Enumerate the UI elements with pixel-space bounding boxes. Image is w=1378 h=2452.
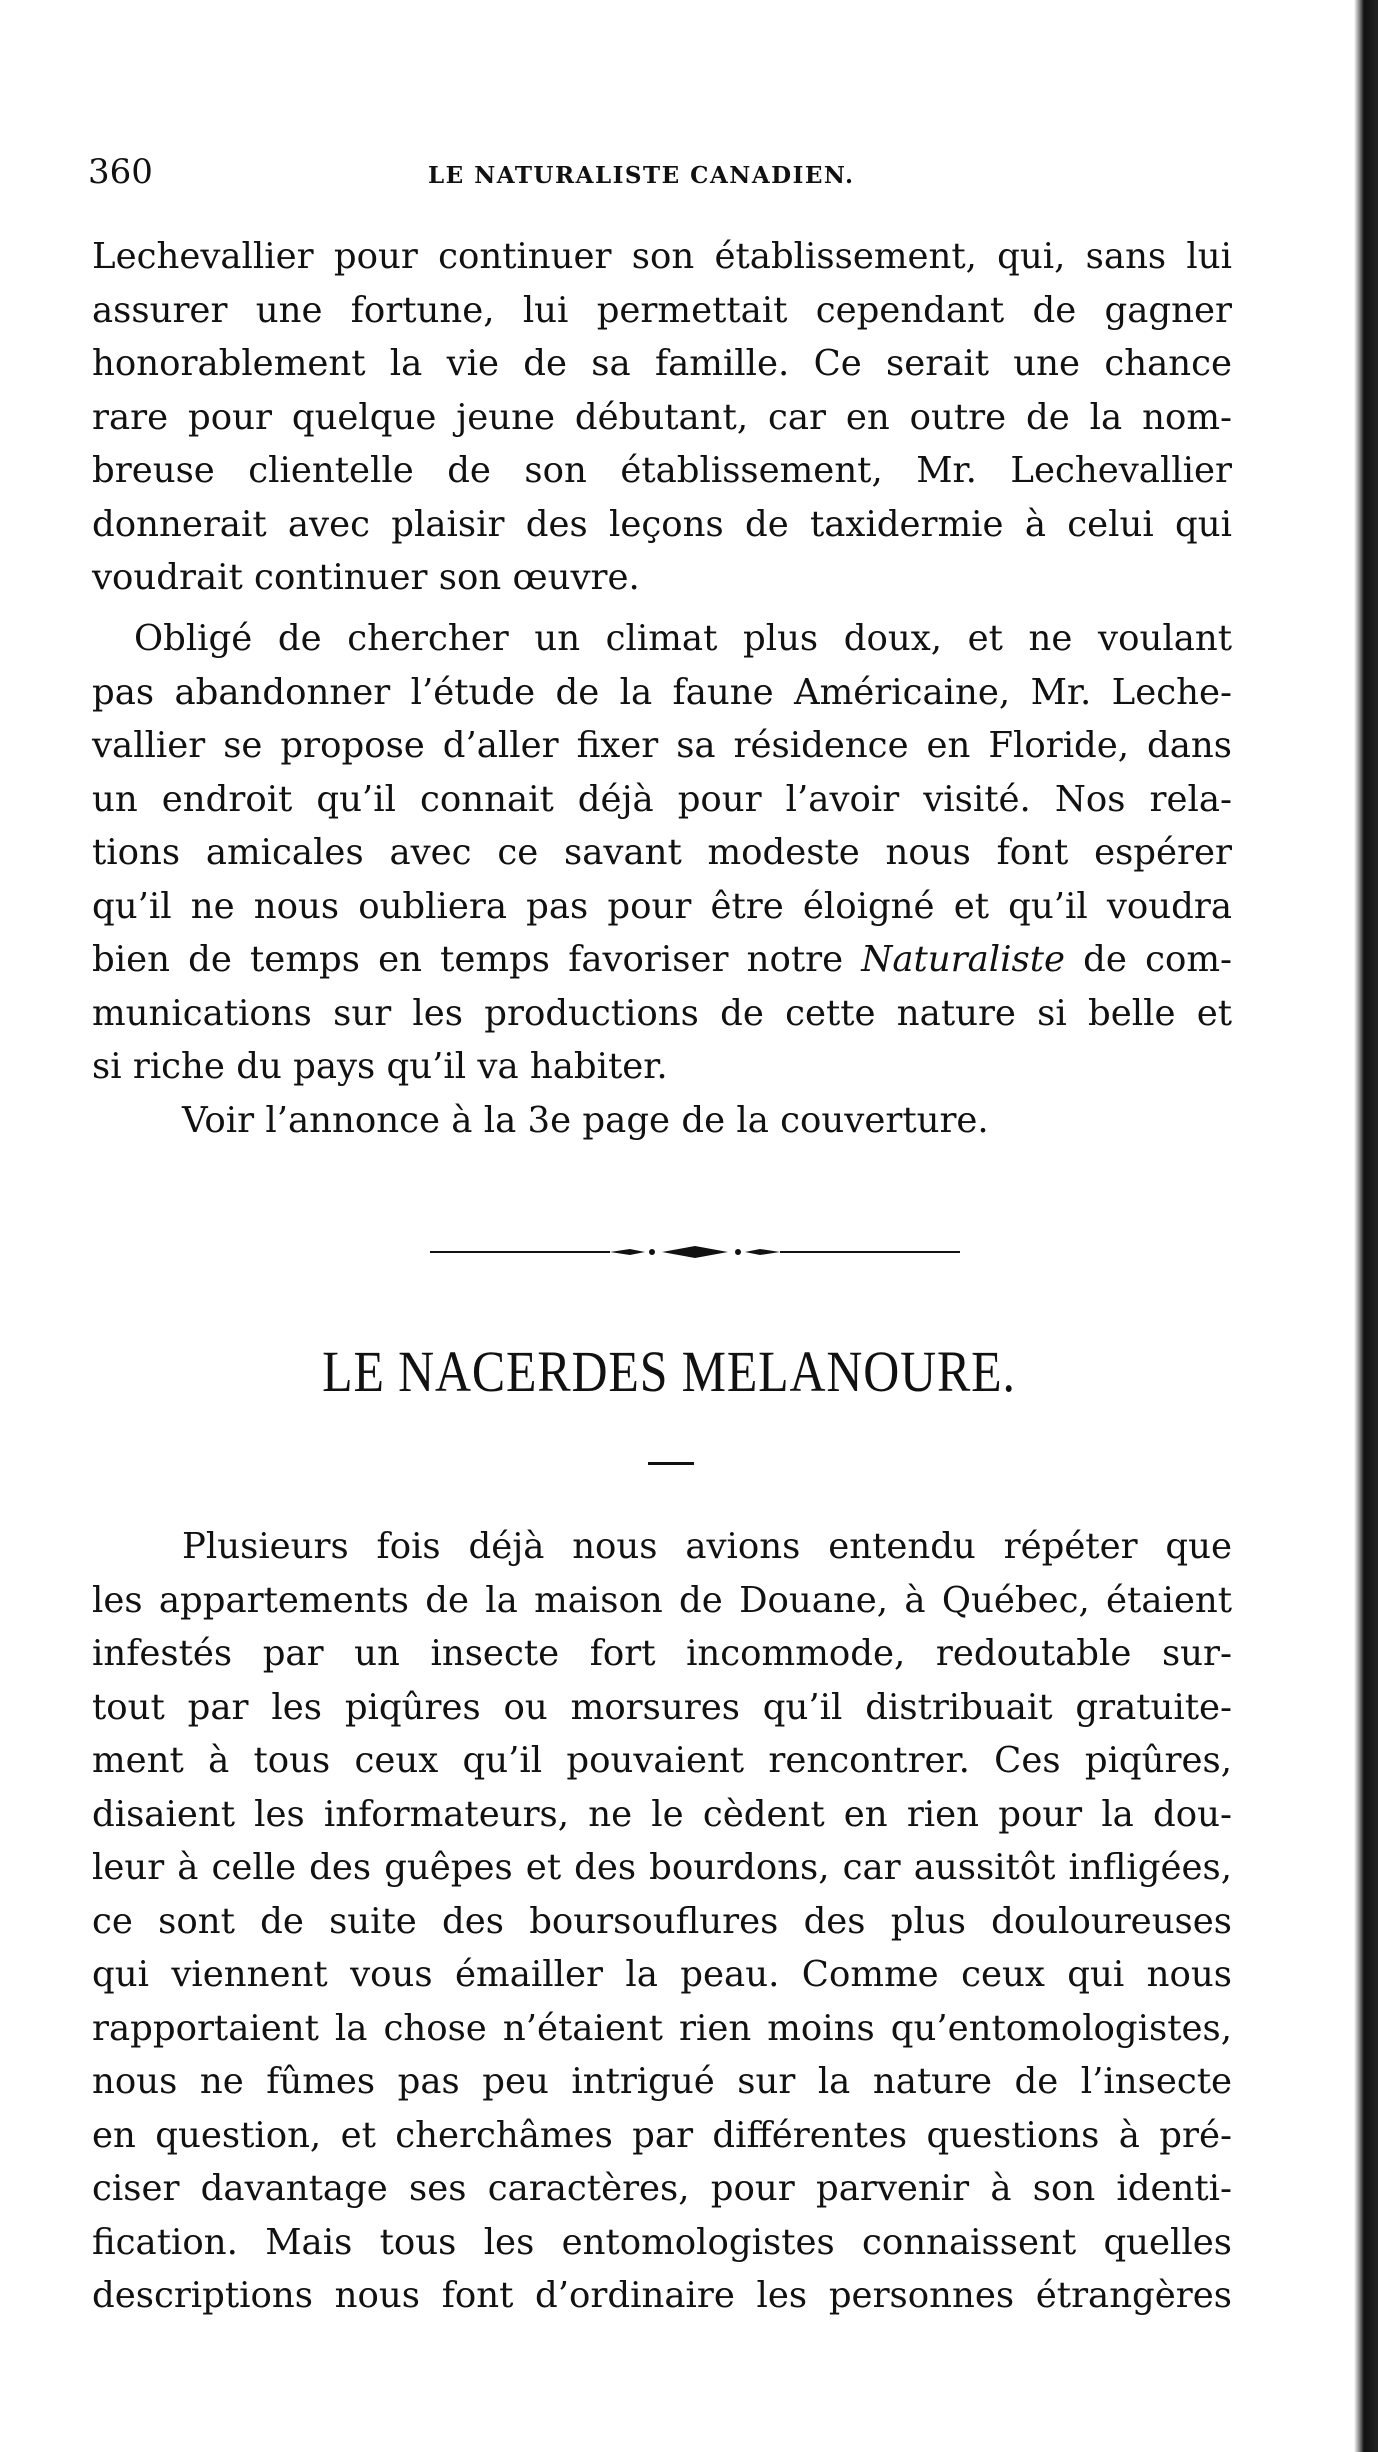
text-line: ce sont de suite des boursouflures des plus douloureuses bbox=[92, 1900, 1232, 1942]
page-header bbox=[88, 152, 1208, 202]
text-line-with-italic bbox=[92, 933, 1232, 987]
text-line: disaient les informateurs, ne le cèdent en rien pour la dou- bbox=[92, 1793, 1232, 1835]
text-line: breuse clientelle de son établissement, Mr. Lechevallier bbox=[92, 450, 1232, 491]
text-line: qui viennent vous émailler la peau. Comme ceux qui nous bbox=[92, 1954, 1232, 1995]
text-line: assurer une fortune, lui permettait cependant de gagner bbox=[92, 289, 1232, 331]
text-line: pas abandonner l’étude de la faune Américaine, Mr. Leche- bbox=[92, 671, 1232, 713]
paragraph-2 bbox=[92, 612, 1232, 1094]
text-line: Obligé de chercher un climat plus doux, et ne voulant bbox=[134, 618, 1232, 659]
page-edge-shadow bbox=[1354, 0, 1378, 2452]
paragraph-3 bbox=[92, 1520, 1232, 2323]
text-line: honorablement la vie de sa famille. Ce serait une chance bbox=[92, 343, 1232, 384]
text-line: ment à tous ceux qu’il pouvaient rencontrer. Ces piqûres, bbox=[92, 1740, 1232, 1781]
text-line: qu’il ne nous oubliera pas pour être éloigné et qu’il voudra bbox=[92, 885, 1232, 927]
text-line: rapportaient la chose n’étaient rien moins qu’entomologistes, bbox=[92, 2007, 1232, 2049]
text-line: infestés par un insecte fort incommode, redoutable sur- bbox=[92, 1633, 1232, 1674]
text-line: un endroit qu’il connait déjà pour l’avoir visité. Nos rela- bbox=[92, 778, 1232, 820]
announcement-note: Voir l’annonce à la 3e page de la couverture. bbox=[182, 1100, 989, 1141]
text-line: fication. Mais tous les entomologistes connaissent quelles bbox=[92, 2221, 1232, 2263]
text-line: Plusieurs fois déjà nous avions entendu répéter que bbox=[182, 1526, 1232, 1567]
text-line: ciser davantage ses caractères, pour parvenir à son identi- bbox=[92, 2168, 1232, 2209]
ornamental-rule bbox=[430, 1240, 960, 1264]
text-line: vallier se propose d’aller fixer sa résidence en Floride, dans bbox=[92, 725, 1232, 766]
paragraph-1 bbox=[92, 230, 1232, 605]
text-line: Lechevallier pour continuer son établissement, qui, sans lui bbox=[92, 236, 1232, 277]
text-segment: de com- bbox=[1065, 939, 1232, 980]
text-line: voudrait continuer son œuvre. bbox=[92, 557, 640, 598]
text-line: leur à celle des guêpes et des bourdons, car aussitôt infligées, bbox=[92, 1847, 1232, 1888]
text-line: tout par les piqûres ou morsures qu’il distribuait gratuite- bbox=[92, 1686, 1232, 1728]
text-line: tions amicales avec ce savant modeste nous font espérer bbox=[92, 832, 1232, 873]
text-line: les appartements de la maison de Douane, à Québec, étaient bbox=[92, 1579, 1232, 1621]
running-head: LE NATURALISTE CANADIEN. bbox=[428, 162, 855, 189]
page-number: 360 bbox=[88, 152, 153, 192]
text-line: donnerait avec plaisir des leçons de taxidermie à celui qui bbox=[92, 503, 1232, 545]
text-line: en question, et cherchâmes par différentes questions à pré- bbox=[92, 2114, 1232, 2156]
text-line: munications sur les productions de cette nature si belle et bbox=[92, 992, 1232, 1034]
text-line: rare pour quelque jeune débutant, car en outre de la nom- bbox=[92, 396, 1232, 438]
title-dash bbox=[648, 1462, 694, 1465]
text-segment: bien de temps en temps favoriser notre bbox=[92, 939, 862, 980]
text-line: si riche du pays qu’il va habiter. bbox=[92, 1046, 668, 1087]
text-line: descriptions nous font d’ordinaire les personnes étrangères bbox=[92, 2275, 1232, 2316]
text-line: nous ne fûmes pas peu intrigué sur la nature de l’insecte bbox=[92, 2061, 1232, 2102]
section-title: LE NACERDES MELANOURE. bbox=[322, 1339, 1016, 1404]
italic-title: Naturaliste bbox=[861, 939, 1065, 980]
